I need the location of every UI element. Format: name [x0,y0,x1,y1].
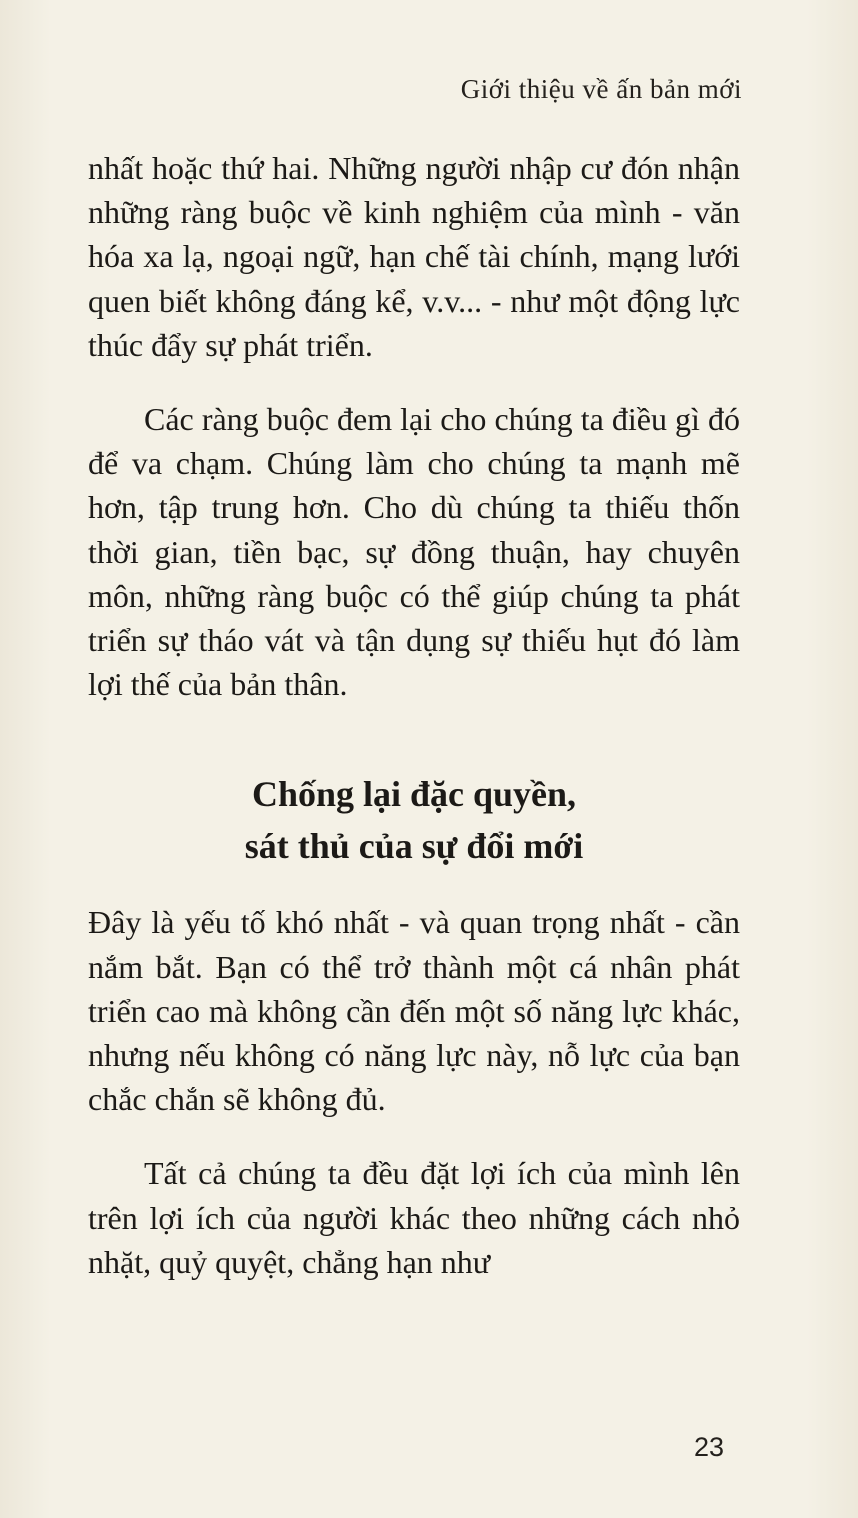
section-heading-line-2: sát thủ của sự đổi mới [244,826,584,867]
running-header: Giới thiệu về ấn bản mới [460,74,742,104]
paragraph-section-intro: Đây là yếu tố khó nhất - và quan trọng nhất - cần nắm bắt. Bạn có thể trở thành một cá nhân phát triển cao mà không cần đến một số năng lực khác, nhưng nếu không có năng lực này, nỗ lực của bạn chắc chắn sẽ không đủ. [88,904,740,1118]
page-number: 23 [693,1432,724,1462]
section-heading [88,768,740,872]
paragraph-self-interest: Tất cả chúng ta đều đặt lợi ích của mình lên trên lợi ích của người khác theo những cách nhỏ nhặt, quỷ quyệt, chẳng hạn như [88,1155,740,1280]
section-heading-line-1: Chống lại đặc quyền, [251,774,577,815]
paragraph-continuation: nhất hoặc thứ hai. Những người nhập cư đón nhận những ràng buộc về kinh nghiệm của mình - văn hóa xa lạ, ngoại ngữ, hạn chế tài chính, mạng lưới quen biết không đáng kể, v.v... - như một động lực thúc đẩy sự phát triển. [88,150,740,363]
page-body [88,146,740,1284]
paragraph-constraints: Các ràng buộc đem lại cho chúng ta điều gì đó để va chạm. Chúng làm cho chúng ta mạnh mẽ hơn, tập trung hơn. Cho dù chúng ta thiếu thốn thời gian, tiền bạc, sự đồng thuận, hay chuyên môn, những ràng buộc có thể giúp chúng ta phát triển sự tháo vát và tận dụng sự thiếu hụt đó làm lợi thế của bản thân. [88,401,740,703]
